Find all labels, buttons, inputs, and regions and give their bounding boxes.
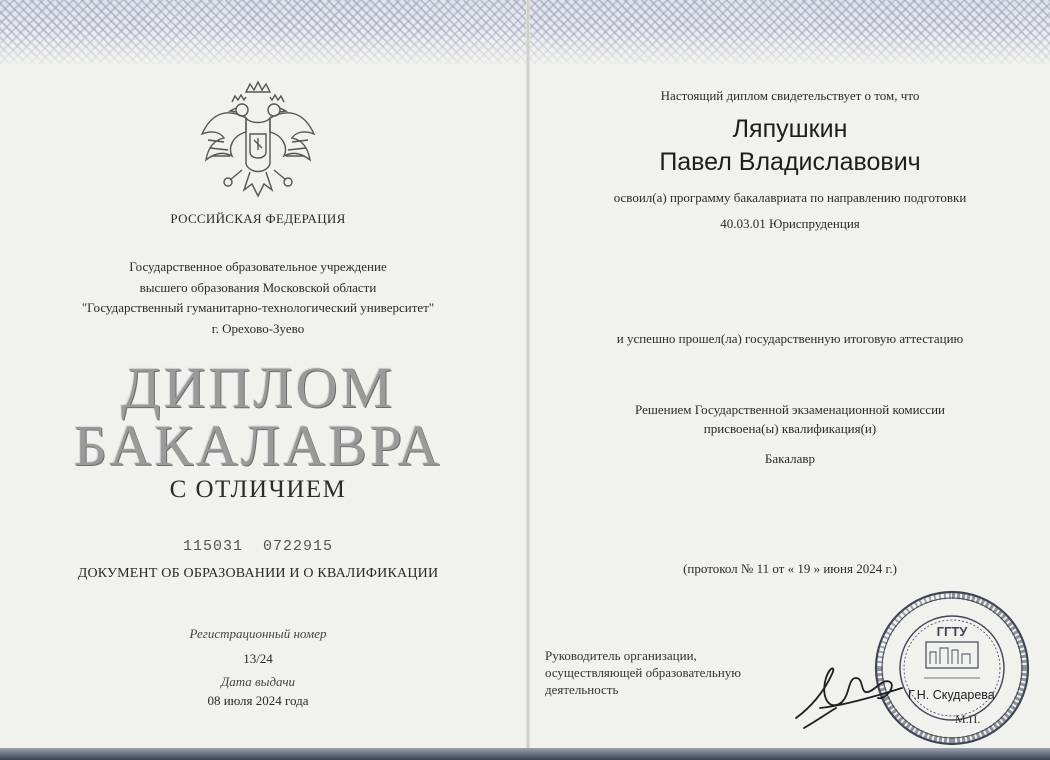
- commission-line: присвоена(ы) квалификация(и): [703, 421, 877, 436]
- signer-name: Г.Н. Скударева: [908, 688, 995, 702]
- head-line: осуществляющей образовательную: [545, 665, 741, 680]
- graduate-surname: Ляпушкин: [732, 115, 848, 143]
- diploma-title-line1: ДИПЛОМ: [120, 355, 396, 420]
- coat-of-arms-icon: [198, 78, 318, 206]
- issue-date-label: Дата выдачи: [220, 674, 296, 689]
- qualification: Бакалавр: [764, 451, 816, 466]
- scan-edge: [0, 748, 1050, 760]
- seal-place-mark: М.П.: [955, 712, 981, 726]
- institution-city: г. Орехово-Зуево: [211, 320, 305, 336]
- commission-line: Решением Государственной экзаменационной комиссии: [635, 402, 945, 417]
- intro-text: Настоящий диплом свидетельствует о том, что: [660, 88, 920, 103]
- honors-label: С ОТЛИЧИЕМ: [169, 476, 347, 503]
- stamp-abbreviation: ГГТУ: [936, 624, 968, 639]
- registration-number: 13/24: [243, 651, 273, 666]
- issue-date: 08 июля 2024 года: [207, 693, 309, 708]
- protocol-reference: (протокол № 11 от « 19 » июня 2024 г.): [683, 561, 897, 576]
- institution-info: [0, 257, 516, 339]
- document-type: ДОКУМЕНТ ОБ ОБРАЗОВАНИИ И О КВАЛИФИКАЦИИ: [77, 566, 439, 581]
- signature-icon: [790, 648, 910, 734]
- commission-text: [530, 400, 1050, 438]
- program-text: освоил(а) программу бакалавриата по направлению подготовки: [613, 190, 967, 205]
- specialty: 40.03.01 Юриспруденция: [720, 216, 860, 231]
- institution-line: Государственное образовательное учреждение: [129, 259, 387, 274]
- institution-name: "Государственный гуманитарно-технологический университет": [81, 300, 435, 315]
- head-line: Руководитель организации,: [545, 648, 697, 663]
- registration-label: Регистрационный номер: [189, 626, 327, 641]
- serial-number: 115031 0722915: [182, 538, 334, 555]
- organization-head-label: [545, 647, 775, 698]
- head-line: деятельность: [545, 682, 619, 697]
- diploma-title-line2: БАКАЛАВРА: [73, 413, 443, 478]
- graduate-given-names: Павел Владиславович: [659, 148, 921, 176]
- attestation-text: и успешно прошел(ла) государственную итоговую аттестацию: [616, 331, 964, 346]
- institution-line: высшего образования Московской области: [139, 279, 377, 295]
- country-name: РОССИЙСКАЯ ФЕДЕРАЦИЯ: [170, 211, 346, 226]
